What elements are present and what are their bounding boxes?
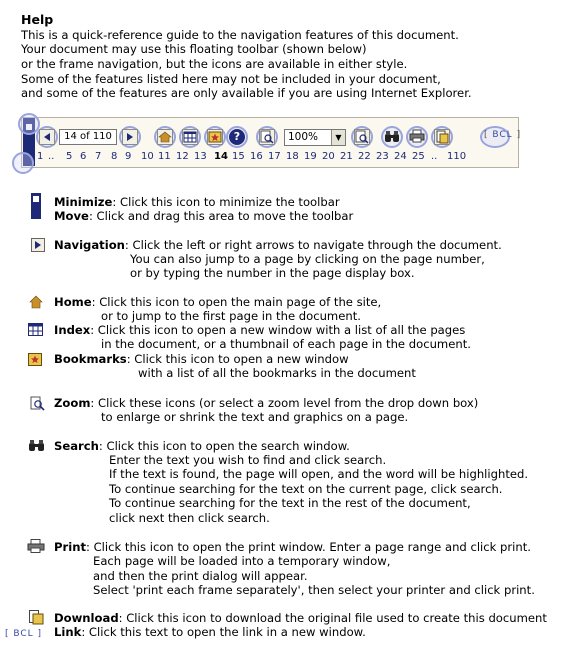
- print-description: Print: Click this icon to open the print window. Enter a page range and click print.: [54, 540, 531, 554]
- page-number-link[interactable]: 23: [376, 151, 389, 162]
- bcl-link[interactable]: [ BCL ]: [484, 130, 522, 140]
- page-number-link[interactable]: 8: [111, 151, 118, 162]
- zoom-magnifier-icon: [30, 396, 45, 414]
- download-icon: [29, 610, 44, 628]
- page-number-link[interactable]: 110: [447, 151, 467, 162]
- page-number-link[interactable]: 1: [37, 151, 44, 162]
- search-description-line: To continue searching for the text in the rest of the document,: [109, 496, 471, 510]
- page-number-link[interactable]: 13: [194, 151, 207, 162]
- page-number-link[interactable]: 20: [322, 151, 335, 162]
- printer-icon: [27, 539, 45, 556]
- page-number-link[interactable]: 9: [125, 151, 132, 162]
- bcl-link-example[interactable]: [ BCL ]: [5, 629, 43, 639]
- help-button[interactable]: ?: [229, 129, 245, 145]
- index-grid-icon: [28, 323, 43, 339]
- bookmarks-description: Bookmarks: Click this icon to open a new window: [54, 352, 349, 366]
- help-title: Help: [21, 12, 54, 27]
- print-description-line: Each page will be loaded into a temporary window,: [93, 554, 391, 568]
- search-description: Search: Click this icon to open the search window.: [54, 439, 350, 453]
- print-description-line: Select 'print each frame separately', then select your printer and click print.: [93, 583, 535, 597]
- zoom-description-line: to enlarge or shrink the text and graphics on a page.: [101, 410, 409, 424]
- search-button[interactable]: [384, 129, 400, 145]
- bookmark-star-icon: [28, 353, 42, 369]
- zoom-in-button[interactable]: [354, 129, 370, 145]
- page-number-link[interactable]: 5: [66, 151, 73, 162]
- page-number-link[interactable]: 22: [358, 151, 371, 162]
- page-display-input[interactable]: 14 of 110: [59, 129, 117, 145]
- search-description-line: To continue searching for the text on the current page, click search.: [109, 482, 503, 496]
- page-number-link[interactable]: 6: [80, 151, 87, 162]
- page-number-link[interactable]: 12: [176, 151, 189, 162]
- bookmark-star-icon: [208, 130, 222, 144]
- navigation-description: Navigation: Click the left or right arrows to navigate through the document.: [54, 238, 502, 252]
- navigation-description-line: You can also jump to a page by clicking on the page number,: [130, 252, 485, 266]
- link-description: Link: Click this text to open the link in a new window.: [54, 625, 366, 639]
- download-description: Download: Click this icon to download the original file used to create this document: [54, 611, 547, 625]
- arrow-left-icon: [40, 130, 54, 144]
- page-number-link[interactable]: 21: [340, 151, 353, 162]
- page-number-link[interactable]: 25: [412, 151, 425, 162]
- minimize-icon: [31, 193, 41, 219]
- search-description-line: Enter the text you wish to find and click search.: [109, 453, 387, 467]
- intro-line-3: or the frame navigation, but the icons are available in either style.: [21, 57, 408, 71]
- search-description-line: click next then click search.: [109, 511, 270, 525]
- download-icon: [435, 130, 449, 144]
- page-number-link[interactable]: 17: [268, 151, 281, 162]
- next-page-button[interactable]: [122, 129, 138, 145]
- bookmarks-description-line: with a list of all the bookmarks in the document: [138, 366, 416, 380]
- binoculars-icon: [384, 129, 400, 143]
- index-button[interactable]: [182, 129, 198, 145]
- zoom-description: Zoom: Click these icons (or select a zoom level from the drop down box): [54, 396, 479, 410]
- minimize-description: Minimize: Click this icon to minimize the toolbar: [54, 195, 340, 209]
- page-number-link[interactable]: 14: [214, 151, 228, 162]
- highlight-circle: [12, 152, 34, 174]
- zoom-magnifier-icon: [260, 130, 274, 144]
- print-button[interactable]: [409, 129, 425, 145]
- arrow-right-icon: [31, 238, 45, 252]
- index-grid-icon: [183, 130, 197, 144]
- index-description-line: in the document, or a thumbnail of each page in the document.: [101, 337, 471, 351]
- zoom-out-button[interactable]: [259, 129, 275, 145]
- chevron-down-icon[interactable]: ▼: [331, 130, 345, 145]
- page-number-link[interactable]: 10: [141, 151, 154, 162]
- prev-page-button[interactable]: [39, 129, 55, 145]
- binoculars-icon: [28, 439, 45, 455]
- page-number-link[interactable]: 24: [394, 151, 407, 162]
- home-button[interactable]: [157, 129, 173, 145]
- page-ellipsis: ..: [48, 151, 55, 162]
- intro-line-2: Your document may use this floating toolbar (shown below): [21, 42, 367, 56]
- zoom-level-select[interactable]: [284, 129, 346, 146]
- page-number-link[interactable]: 15: [232, 151, 245, 162]
- intro-line-5: and some of the features are only available if you are using Internet Explorer.: [21, 86, 472, 100]
- move-description: Move: Click and drag this area to move the toolbar: [54, 209, 354, 223]
- zoom-value: 100%: [288, 131, 319, 143]
- home-icon: [158, 130, 172, 144]
- page-number-link[interactable]: 19: [304, 151, 317, 162]
- navigation-description-line: or by typing the number in the page display box.: [130, 266, 415, 280]
- zoom-magnifier-icon: [355, 130, 369, 144]
- printer-icon: [409, 129, 425, 143]
- index-description: Index: Click this icon to open a new window with a list of all the pages: [54, 323, 466, 337]
- page-number-link[interactable]: 18: [286, 151, 299, 162]
- home-icon: [29, 295, 43, 312]
- page-number-link[interactable]: 7: [95, 151, 102, 162]
- home-description: Home: Click this icon to open the main page of the site,: [54, 295, 382, 309]
- home-description-line: or to jump to the first page in the document.: [101, 309, 361, 323]
- arrow-right-icon: [123, 130, 137, 144]
- intro-line-1: This is a quick-reference guide to the navigation features of this document.: [21, 28, 459, 42]
- page-ellipsis: ..: [431, 151, 438, 162]
- download-button[interactable]: [434, 129, 450, 145]
- search-description-line: If the text is found, the page will open, and the word will be highlighted.: [109, 467, 529, 481]
- page-number-link[interactable]: 11: [158, 151, 171, 162]
- page-number-link[interactable]: 16: [250, 151, 263, 162]
- bookmarks-button[interactable]: [207, 129, 223, 145]
- print-description-line: and then the print dialog will appear.: [93, 569, 308, 583]
- intro-line-4: Some of the features listed here may not be included in your document,: [21, 72, 441, 86]
